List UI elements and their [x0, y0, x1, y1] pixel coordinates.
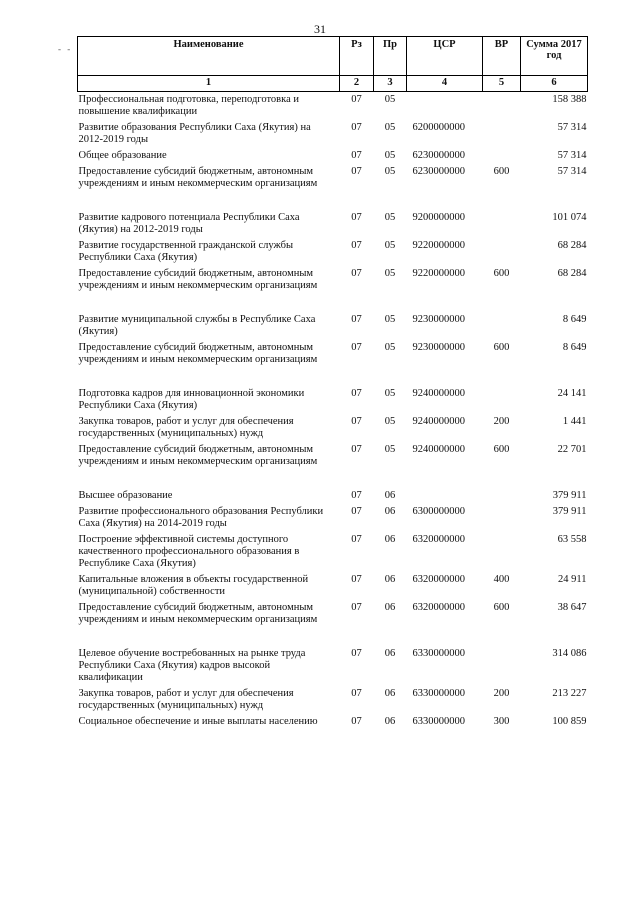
row-csr: 9220000000 — [412, 268, 465, 279]
header-sum: Сумма 2017 год — [521, 37, 588, 76]
table-row — [78, 600, 588, 646]
row-vr — [483, 386, 521, 414]
row-rz: 07 — [351, 212, 362, 223]
row-sum: 68 284 — [557, 268, 587, 279]
row-csr: 6230000000 — [412, 166, 465, 177]
page-number: 31 — [314, 22, 326, 36]
row-sum: 22 701 — [557, 444, 587, 455]
row-pr: 05 — [384, 444, 396, 455]
row-pr: 06 — [384, 490, 396, 501]
table-row — [78, 312, 588, 340]
row-name: Развитие образования Республики Саха (Якутия) на 2012-2019 годы — [78, 122, 311, 145]
table-row — [78, 120, 588, 148]
row-csr: 9240000000 — [412, 416, 465, 427]
row-rz: 07 — [351, 240, 362, 251]
row-sum: 8 649 — [562, 342, 587, 353]
row-pr: 05 — [384, 212, 396, 223]
row-csr: 6200000000 — [412, 122, 465, 133]
row-csr: 9220000000 — [412, 240, 465, 251]
table-row — [78, 386, 588, 414]
row-vr: 600 — [493, 166, 510, 177]
row-pr: 05 — [384, 268, 396, 279]
row-pr: 05 — [384, 416, 396, 427]
row-csr — [407, 488, 483, 504]
table-row — [78, 714, 588, 730]
row-name: Предоставление субсидий бюджетным, автономным учреждениям и иным некоммерческим организациям — [78, 342, 318, 365]
row-name: Целевое обучение востребованных на рынке труда Республики Саха (Якутия) кадров высокой квалификации — [78, 648, 306, 683]
row-name: Подготовка кадров для инновационной экономики Республики Саха (Якутия) — [78, 388, 305, 411]
row-vr — [483, 148, 521, 164]
row-rz: 07 — [351, 268, 362, 279]
row-rz: 07 — [351, 506, 362, 517]
row-pr: 05 — [384, 342, 396, 353]
row-csr: 6320000000 — [412, 534, 465, 545]
column-number-1: 1 — [78, 76, 340, 92]
row-rz: 07 — [351, 416, 362, 427]
table-row — [78, 148, 588, 164]
row-csr: 6330000000 — [412, 688, 465, 699]
table-body — [78, 92, 588, 731]
row-name: Развитие кадрового потенциала Республики Саха (Якутия) на 2012-2019 годы — [78, 212, 300, 235]
row-vr — [483, 504, 521, 532]
row-sum: 379 911 — [552, 490, 587, 501]
row-rz: 07 — [351, 574, 362, 585]
row-rz: 07 — [351, 166, 362, 177]
row-vr — [483, 92, 521, 121]
row-rz: 07 — [351, 122, 362, 133]
table-header — [78, 37, 588, 92]
row-vr — [483, 312, 521, 340]
row-csr: 9230000000 — [412, 342, 465, 353]
table-row — [78, 414, 588, 442]
row-name: Построение эффективной системы доступного качественного профессионального образования в Республике Саха (Якутия) — [78, 534, 300, 569]
column-number-4: 4 — [407, 76, 483, 92]
row-sum: 1 441 — [562, 416, 587, 427]
table-row — [78, 266, 588, 312]
row-vr — [483, 646, 521, 686]
row-vr: 200 — [493, 688, 510, 699]
row-sum: 379 911 — [552, 506, 587, 517]
row-vr — [483, 532, 521, 572]
row-pr: 05 — [384, 314, 396, 325]
row-rz: 07 — [351, 94, 362, 105]
column-number-5: 5 — [483, 76, 521, 92]
row-pr: 06 — [384, 574, 396, 585]
column-number-3: 3 — [374, 76, 407, 92]
table-row — [78, 92, 588, 121]
row-csr: 6330000000 — [412, 648, 465, 659]
row-sum: 68 284 — [557, 240, 587, 251]
row-rz: 07 — [351, 342, 362, 353]
row-csr: 6230000000 — [412, 150, 465, 161]
row-rz: 07 — [351, 688, 362, 699]
table-row — [78, 238, 588, 266]
row-name: Предоставление субсидий бюджетным, автономным учреждениям и иным некоммерческим организациям — [78, 268, 318, 291]
table-row — [78, 504, 588, 532]
row-vr: 600 — [493, 602, 510, 613]
row-sum: 213 227 — [552, 688, 587, 699]
row-rz: 07 — [351, 314, 362, 325]
header-pr: Пр — [374, 37, 407, 76]
row-sum: 158 388 — [552, 94, 587, 105]
row-vr: 400 — [493, 574, 510, 585]
row-name: Развитие муниципальной службы в Республике Саха (Якутия) — [78, 314, 316, 337]
row-name: Социальное обеспечение и иные выплаты населению — [78, 716, 318, 727]
row-rz: 07 — [351, 716, 362, 727]
row-sum: 57 314 — [557, 166, 587, 177]
row-name: Закупка товаров, работ и услуг для обеспечения государственных (муниципальных) нужд — [78, 688, 294, 711]
row-pr: 05 — [384, 150, 396, 161]
row-sum: 314 086 — [552, 648, 587, 659]
row-csr: 6320000000 — [412, 574, 465, 585]
row-name: Профессиональная подготовка, переподготовка и повышение квалификации — [78, 94, 299, 117]
row-vr: 200 — [493, 416, 510, 427]
row-name: Развитие государственной гражданской службы Республики Саха (Якутия) — [78, 240, 294, 263]
row-csr: 9240000000 — [412, 388, 465, 399]
row-pr: 05 — [384, 122, 396, 133]
row-pr: 05 — [384, 166, 396, 177]
row-sum: 57 314 — [557, 150, 587, 161]
row-name: Общее образование — [78, 150, 167, 161]
row-vr: 600 — [493, 268, 510, 279]
row-vr — [483, 120, 521, 148]
table-row — [78, 210, 588, 238]
row-csr: 9230000000 — [412, 314, 465, 325]
row-name: Предоставление субсидий бюджетным, автономным учреждениям и иным некоммерческим организациям — [78, 602, 318, 625]
column-number-2: 2 — [340, 76, 374, 92]
row-rz: 07 — [351, 490, 362, 501]
scan-artifact: - - — [58, 44, 73, 54]
budget-table — [77, 36, 588, 730]
row-csr: 9200000000 — [412, 212, 465, 223]
row-csr — [407, 92, 483, 121]
row-pr: 05 — [384, 240, 396, 251]
row-rz: 07 — [351, 602, 362, 613]
row-sum: 38 647 — [557, 602, 587, 613]
row-pr: 06 — [384, 602, 396, 613]
row-csr: 6300000000 — [412, 506, 465, 517]
row-pr: 06 — [384, 534, 396, 545]
table-row — [78, 164, 588, 210]
row-name: Развитие профессионального образования Республики Саха (Якутия) на 2014-2019 годы — [78, 506, 324, 529]
table-row — [78, 646, 588, 686]
table-row — [78, 572, 588, 600]
row-sum: 57 314 — [557, 122, 587, 133]
row-rz: 07 — [351, 534, 362, 545]
row-csr: 6320000000 — [412, 602, 465, 613]
row-sum: 63 558 — [557, 534, 587, 545]
row-name: Закупка товаров, работ и услуг для обеспечения государственных (муниципальных) нужд — [78, 416, 294, 439]
row-sum: 101 074 — [552, 212, 587, 223]
row-name: Высшее образование — [78, 490, 173, 501]
row-vr — [483, 238, 521, 266]
column-number-6: 6 — [521, 76, 588, 92]
row-csr: 6330000000 — [412, 716, 465, 727]
row-pr: 06 — [384, 506, 396, 517]
row-pr: 06 — [384, 716, 396, 727]
table-row — [78, 488, 588, 504]
row-pr: 05 — [384, 388, 396, 399]
table-row — [78, 340, 588, 386]
row-sum: 8 649 — [562, 314, 587, 325]
row-sum: 24 911 — [558, 574, 587, 585]
row-csr: 9240000000 — [412, 444, 465, 455]
row-vr — [483, 488, 521, 504]
row-rz: 07 — [351, 444, 362, 455]
table-row — [78, 442, 588, 488]
row-sum: 24 141 — [557, 388, 587, 399]
row-vr: 600 — [493, 444, 510, 455]
row-vr: 300 — [493, 716, 510, 727]
row-pr: 06 — [384, 648, 396, 659]
header-csr: ЦСР — [407, 37, 483, 76]
header-name: Наименование — [78, 37, 340, 76]
row-name: Предоставление субсидий бюджетным, автономным учреждениям и иным некоммерческим организациям — [78, 166, 318, 189]
row-pr: 06 — [384, 688, 396, 699]
row-vr: 600 — [493, 342, 510, 353]
table-row — [78, 532, 588, 572]
row-rz: 07 — [351, 648, 362, 659]
row-vr — [483, 210, 521, 238]
row-name: Предоставление субсидий бюджетным, автономным учреждениям и иным некоммерческим организациям — [78, 444, 318, 467]
row-rz: 07 — [351, 388, 362, 399]
row-pr: 05 — [384, 94, 396, 105]
row-name: Капитальные вложения в объекты государственной (муниципальной) собственности — [78, 574, 309, 597]
row-rz: 07 — [351, 150, 362, 161]
row-sum: 100 859 — [552, 716, 587, 727]
header-rz: Рз — [340, 37, 374, 76]
header-vr: ВР — [483, 37, 521, 76]
table-row — [78, 686, 588, 714]
